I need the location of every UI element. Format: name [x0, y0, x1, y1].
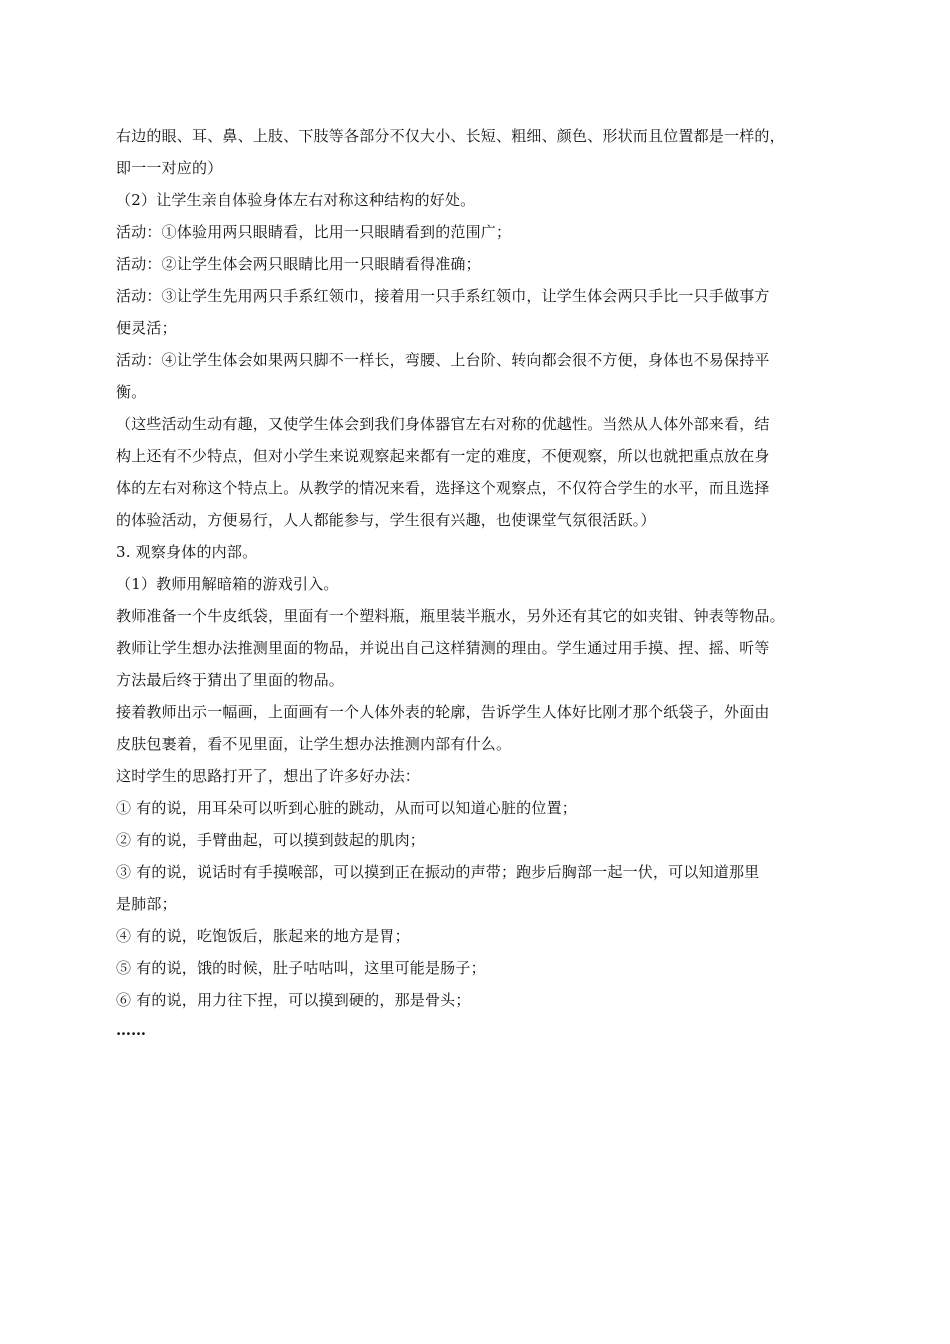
text-line: 这时学生的思路打开了，想出了许多好办法：: [116, 767, 421, 785]
list-item: ③ 有的说，说话时有手摸喉部，可以摸到正在振动的声带；跑步后胸部一起一伏，可以知道那里: [116, 863, 760, 881]
list-item: ⑤ 有的说，饿的时候，肚子咕咕叫，这里可能是肠子；: [116, 959, 486, 977]
section-heading: 3. 观察身体的内部。: [116, 543, 258, 561]
document-page: [116, 120, 840, 1044]
text-line: 教师让学生想办法推测里面的物品，并说出自己这样猜测的理由。学生通过用手摸、捏、摇、听等: [116, 639, 770, 657]
text-line: 教师准备一个牛皮纸袋，里面有一个塑料瓶，瓶里装半瓶水，另外还有其它的如夹钳、钟表等物品。: [116, 607, 785, 625]
list-item: ② 有的说，手臂曲起，可以摸到鼓起的肌肉；: [116, 831, 425, 849]
text-line: 活动：②让学生体会两只眼睛比用一只眼睛看得准确；: [116, 255, 481, 273]
list-item-continuation: 是肺部；: [116, 895, 177, 913]
list-item: ④ 有的说，吃饱饭后，胀起来的地方是胃；: [116, 927, 410, 945]
text-line: 活动：①体验用两只眼睛看，比用一只眼睛看到的范围广；: [116, 223, 512, 241]
text-line: 活动：③让学生先用两只手系红领巾，接着用一只手系红领巾，让学生体会两只手比一只手做事方: [116, 287, 770, 305]
text-line: （2）让学生亲自体验身体左右对称这种结构的好处。: [116, 191, 476, 209]
text-line: 右边的眼、耳、鼻、上肢、下肢等各部分不仅大小、长短、粗细、颜色、形状而且位置都是一样的，: [116, 127, 785, 145]
text-line: 体的左右对称这个特点上。从教学的情况来看，选择这个观察点，不仅符合学生的水平，而且选择: [116, 479, 770, 497]
text-line: 皮肤包裹着，看不见里面，让学生想办法推测内部有什么。: [116, 735, 512, 753]
text-line: 即一一对应的）: [116, 159, 223, 177]
text-line: （这些活动生动有趣，又使学生体会到我们身体器官左右对称的优越性。当然从人体外部来看，结: [116, 415, 770, 433]
text-line: 衡。: [116, 383, 147, 401]
text-line: 方法最后终于猜出了里面的物品。: [116, 671, 345, 689]
text-line: 接着教师出示一幅画，上面画有一个人体外表的轮廓，告诉学生人体好比刚才那个纸袋子，外面由: [116, 703, 770, 721]
text-line: 活动：④让学生体会如果两只脚不一样长，弯腰、上台阶、转向都会很不方便，身体也不易保持平: [116, 351, 770, 369]
list-item: ⑥ 有的说，用力往下捏，可以摸到硬的，那是骨头；: [116, 991, 471, 1009]
text-line: 构上还有不少特点，但对小学生来说观察起来都有一定的难度，不便观察，所以也就把重点放在身: [116, 447, 770, 465]
text-line: 的体验活动，方便易行，人人都能参与，学生很有兴趣，也使课堂气氛很活跃。）: [116, 511, 656, 529]
subsection-heading: （1）教师用解暗箱的游戏引入。: [116, 575, 339, 593]
list-item: ① 有的说，用耳朵可以听到心脏的跳动，从而可以知道心脏的位置；: [116, 799, 577, 817]
text-line: 便灵活；: [116, 319, 177, 337]
ellipsis: ……: [116, 1021, 146, 1039]
